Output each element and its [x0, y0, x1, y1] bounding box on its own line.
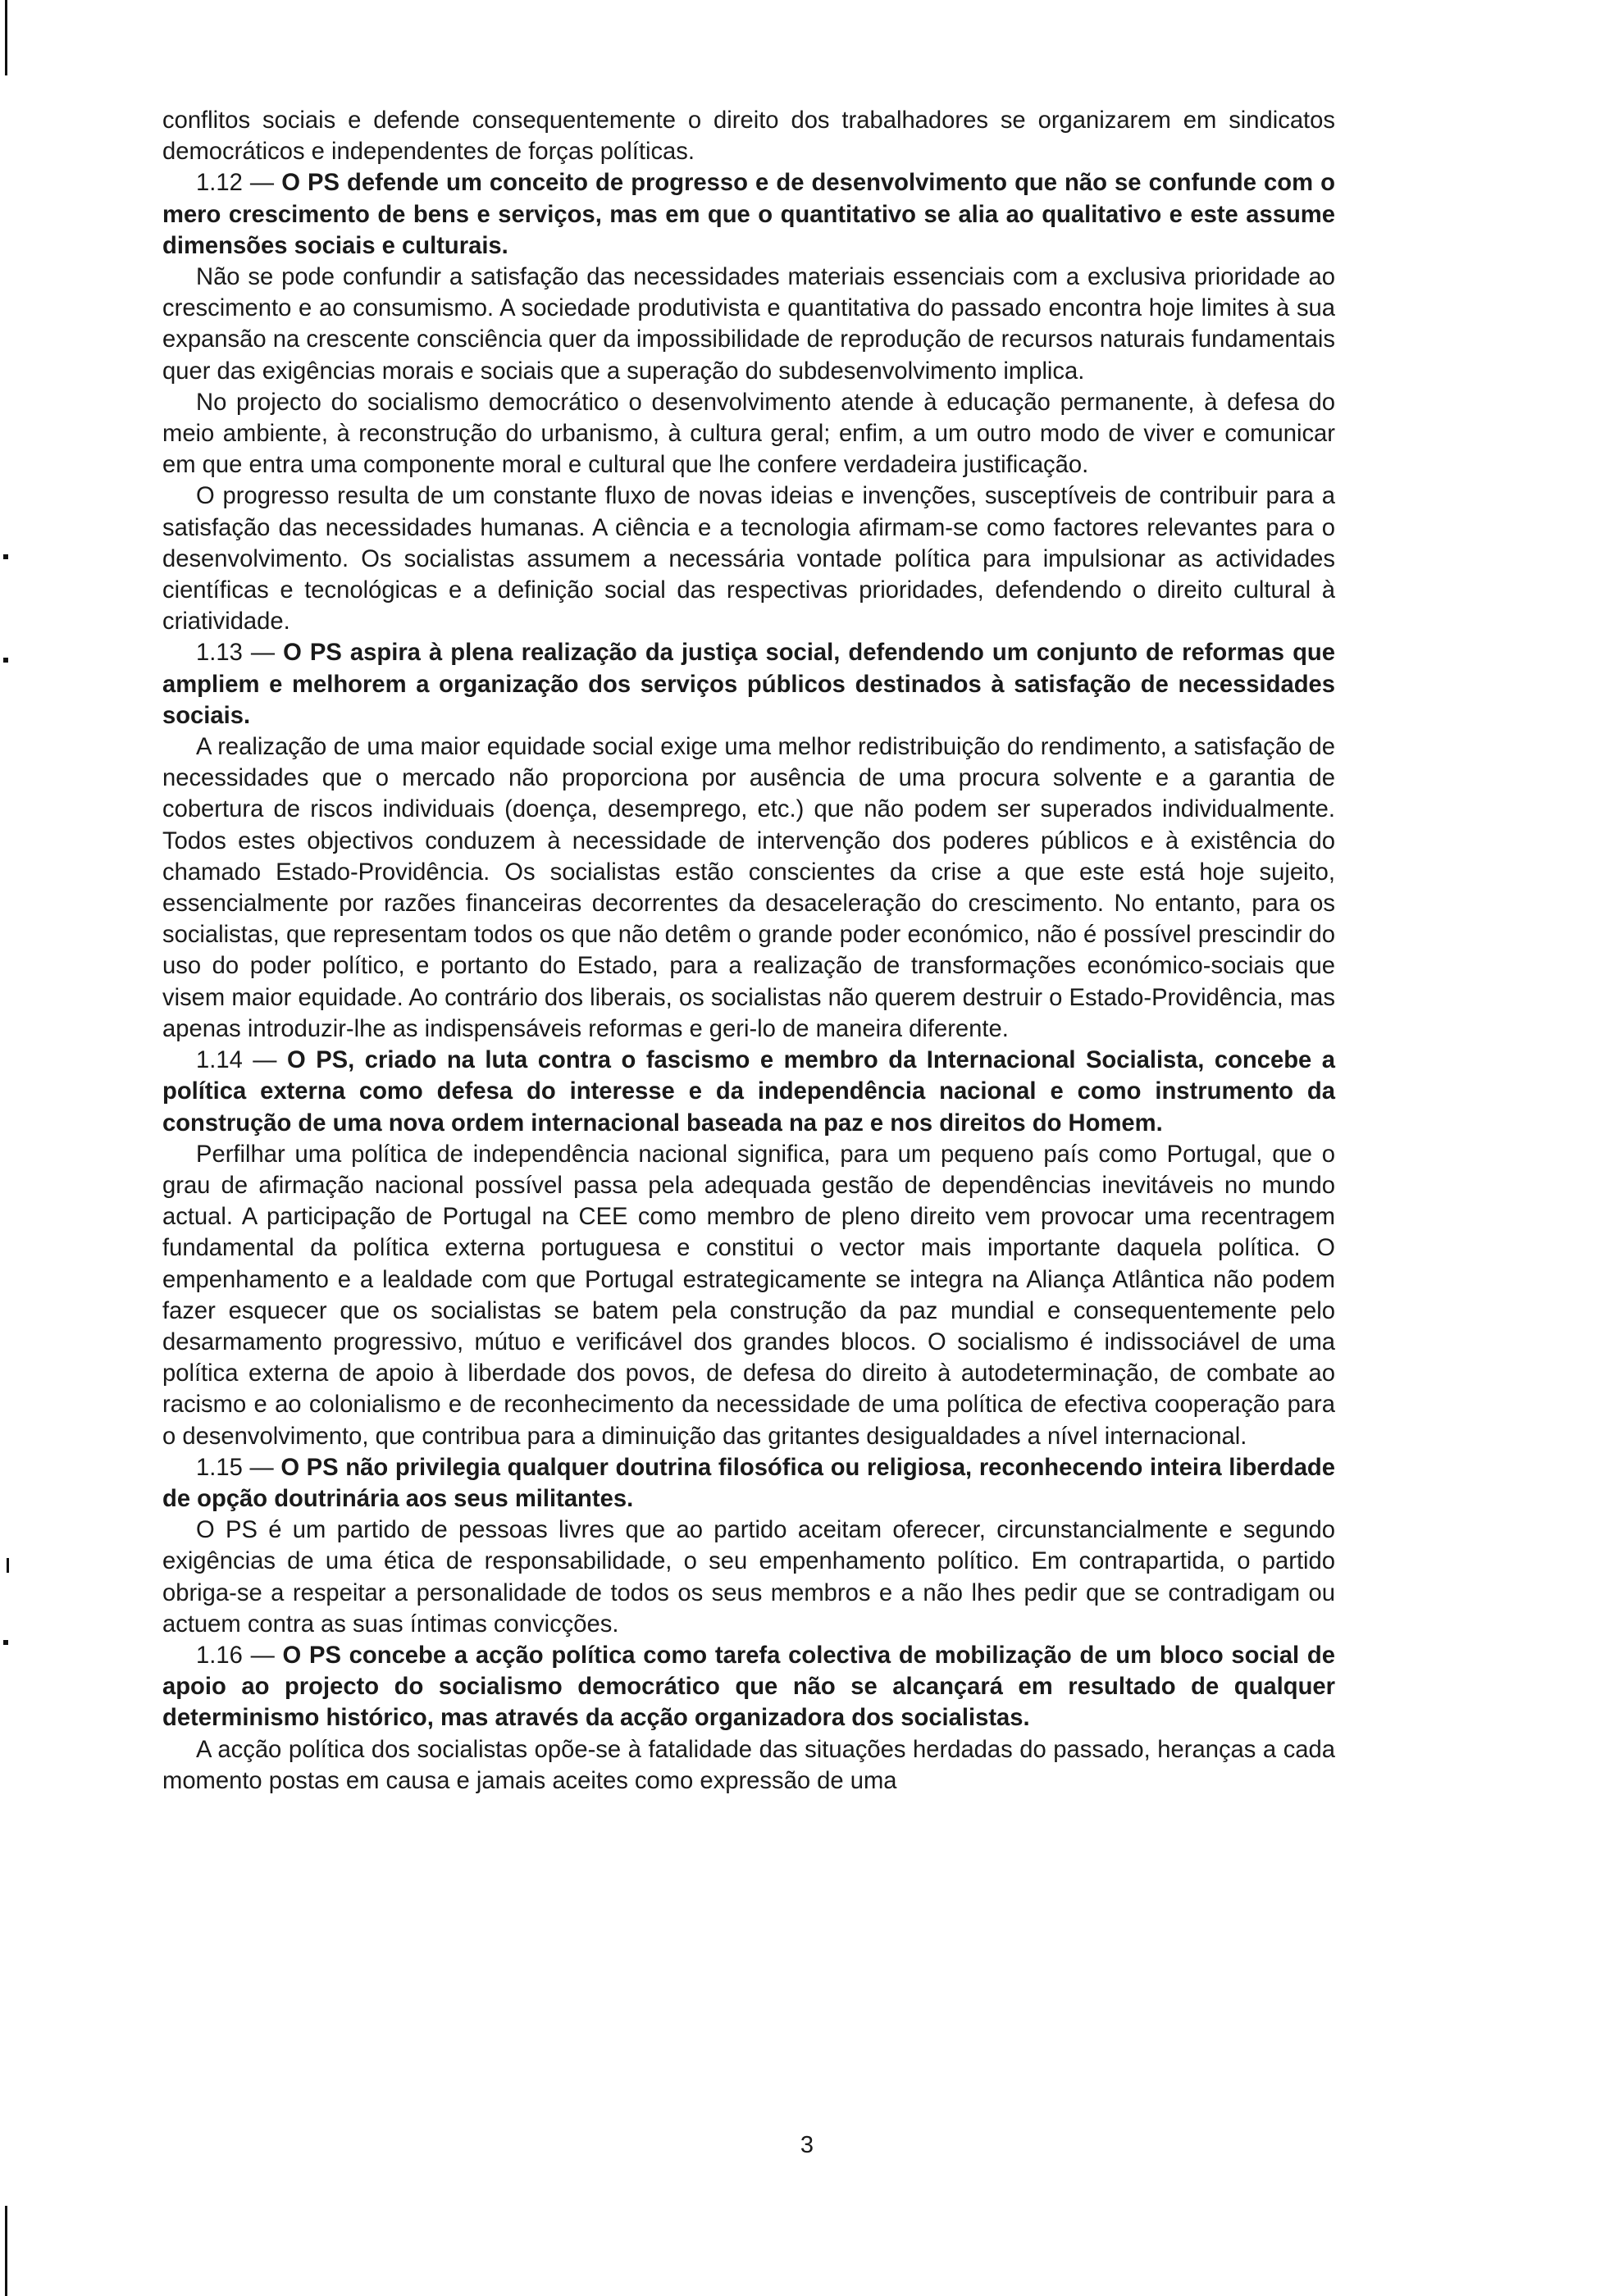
section-number: 1.13 — [196, 640, 284, 667]
paragraph: Não se pode confundir a satisfação das necessidades materiais essenciais com a exclusiva prioridade ao crescimento e ao consumismo. A sociedade produtivista e quantitativa do passado encontra hoje limites à sua expansão na crescente consciência quer da impossibilidade de reprodução de recursos naturais fundamentais quer das exigências morais e sociais que a superação do subdesenvolvimento implica. [162, 264, 1335, 385]
section-heading-1-13 [162, 637, 1335, 731]
section-heading-1-12 [162, 167, 1335, 262]
section-number: 1.16 — [196, 1642, 283, 1669]
section-heading-text: O PS, criado na luta contra o fascismo e membro da Internacional Socialista, concebe a política externa como defesa do interesse e da independência nacional e como instrumento da construção de uma nova ordem internacional baseada na paz e nos direitos do Homem. [162, 1047, 1335, 1137]
section-heading-1-15 [162, 1452, 1335, 1515]
scan-edge-tick-2 [3, 658, 8, 663]
section-number: 1.12 — [196, 170, 282, 197]
section-heading-text: O PS não privilegia qualquer doutrina filosófica ou religiosa, reconhecendo inteira liberdade de opção doutrinária aos seus militantes. [162, 1454, 1335, 1512]
paragraph: A acção política dos socialistas opõe-se à fatalidade das situações herdadas do passado, heranças a cada momento postas em causa e jamais aceites como expressão de uma [162, 1736, 1335, 1794]
section-heading-1-14 [162, 1045, 1335, 1139]
section-heading-text: O PS concebe a acção política como tarefa colectiva de mobilização de um bloco social de apoio ao projecto do socialismo democrático que não se alcançará em resultado de qualquer determinismo histórico, mas através da acção organizadora dos socialistas. [162, 1642, 1335, 1732]
scan-edge-line-top [5, 0, 7, 75]
section-number: 1.14 — [196, 1047, 287, 1074]
paragraph: O progresso resulta de um constante fluxo de novas ideias e invenções, susceptíveis de contribuir para a satisfação das necessidades humanas. A ciência e a tecnologia afirmam-se como factores relevantes para o desenvolvimento. Os socialistas assumem a necessária vontade política para impulsionar as actividades científicas e tecnológicas e a definição social das respectivas prioridades, defendendo o direito cultural à criatividade. [162, 483, 1335, 636]
section-number: 1.15 — [196, 1454, 281, 1481]
paragraph-continuation: conflitos sociais e defende consequentemente o direito dos trabalhadores se organizarem em sindicatos democráticos e independentes de forças políticas. [162, 107, 1335, 166]
scan-edge-tick-1 [3, 554, 8, 559]
paragraph: Perfilhar uma política de independência nacional significa, para um pequeno país como Portugal, que o grau de afirmação nacional possível passa pela adequada gestão de dependências inevitáveis no mundo actual. A participação de Portugal na CEE como membro de pleno direito vem provocar uma recentragem fundamental da política externa portuguesa e constitui o vector mais importante daquela política. O empenhamento e a lealdade com que Portugal estrategicamente se integra na Aliança Atlântica não podem fazer esquecer que os socialistas se batem pela construção da paz mundial e consequentemente pelo desarmamento progressivo, mútuo e verificável dos grandes blocos. O socialismo é indissociável de uma política externa de apoio à liberdade dos povos, de defesa do direito à autodeterminação, de combate ao racismo e ao colonialismo e de reconhecimento da necessidade de uma política de efectiva cooperação para o desenvolvimento, que contribua para a diminuição das gritantes desigualdades a nível internacional. [162, 1141, 1335, 1450]
section-heading-text: O PS defende um conceito de progresso e de desenvolvimento que não se confunde com o mero crescimento de bens e serviços, mas em que o quantitativo se alia ao qualitativo e este assume dimensões sociais e culturais. [162, 170, 1335, 259]
section-heading-text: O PS aspira à plena realização da justiça social, defendendo um conjunto de reformas que ampliem e melhorem a organização dos serviços públicos destinados à satisfação de necessidades sociais. [162, 640, 1335, 729]
scan-edge-line-bottom [5, 2206, 7, 2296]
document-body [162, 105, 1335, 1797]
scan-edge-tick-4 [3, 1640, 8, 1645]
paragraph: O PS é um partido de pessoas livres que ao partido aceitam oferecer, circunstancialmente e segundo exigências de uma ética de responsabilidade, o seu empenhamento político. Em contrapartida, o partido obriga-se a respeitar a personalidade de todos os seus membros e a não lhes pedir que se contradigam ou actuem contra as suas íntimas convicções. [162, 1517, 1335, 1638]
paragraph: A realização de uma maior equidade social exige uma melhor redistribuição do rendimento, a satisfação de necessidades que o mercado não proporciona por ausência de uma procura solvente e a garantia de cobertura de riscos individuais (doença, desemprego, etc.) que não podem ser superados individualmente. Todos estes objectivos conduzem à necessidade de intervenção dos poderes públicos e à existência do chamado Estado-Providência. Os socialistas estão conscientes da crise a que este está hoje sujeito, essencialmente por razões financeiras decorrentes da desaceleração do crescimento. No entanto, para os socialistas, que representam todos os que não detêm o grande poder económico, não é possível prescindir do uso do poder político, e portanto do Estado, para a realização de transformações económico-sociais que visem maior equidade. Ao contrário dos liberais, os socialistas não querem destruir o Estado-Providência, mas apenas introduzir-lhe as indispensáveis reformas e geri-lo de maneira diferente. [162, 734, 1335, 1042]
section-heading-1-16 [162, 1640, 1335, 1734]
paragraph: No projecto do socialismo democrático o desenvolvimento atende à educação permanente, à defesa do meio ambiente, à reconstrução do urbanismo, à cultura geral; enfim, a um outro modo de viver e comunicar em que entra uma componente moral e cultural que lhe confere verdadeira justificação. [162, 389, 1335, 479]
scan-edge-tick-3 [7, 1558, 9, 1573]
page-number: 3 [800, 2132, 814, 2158]
